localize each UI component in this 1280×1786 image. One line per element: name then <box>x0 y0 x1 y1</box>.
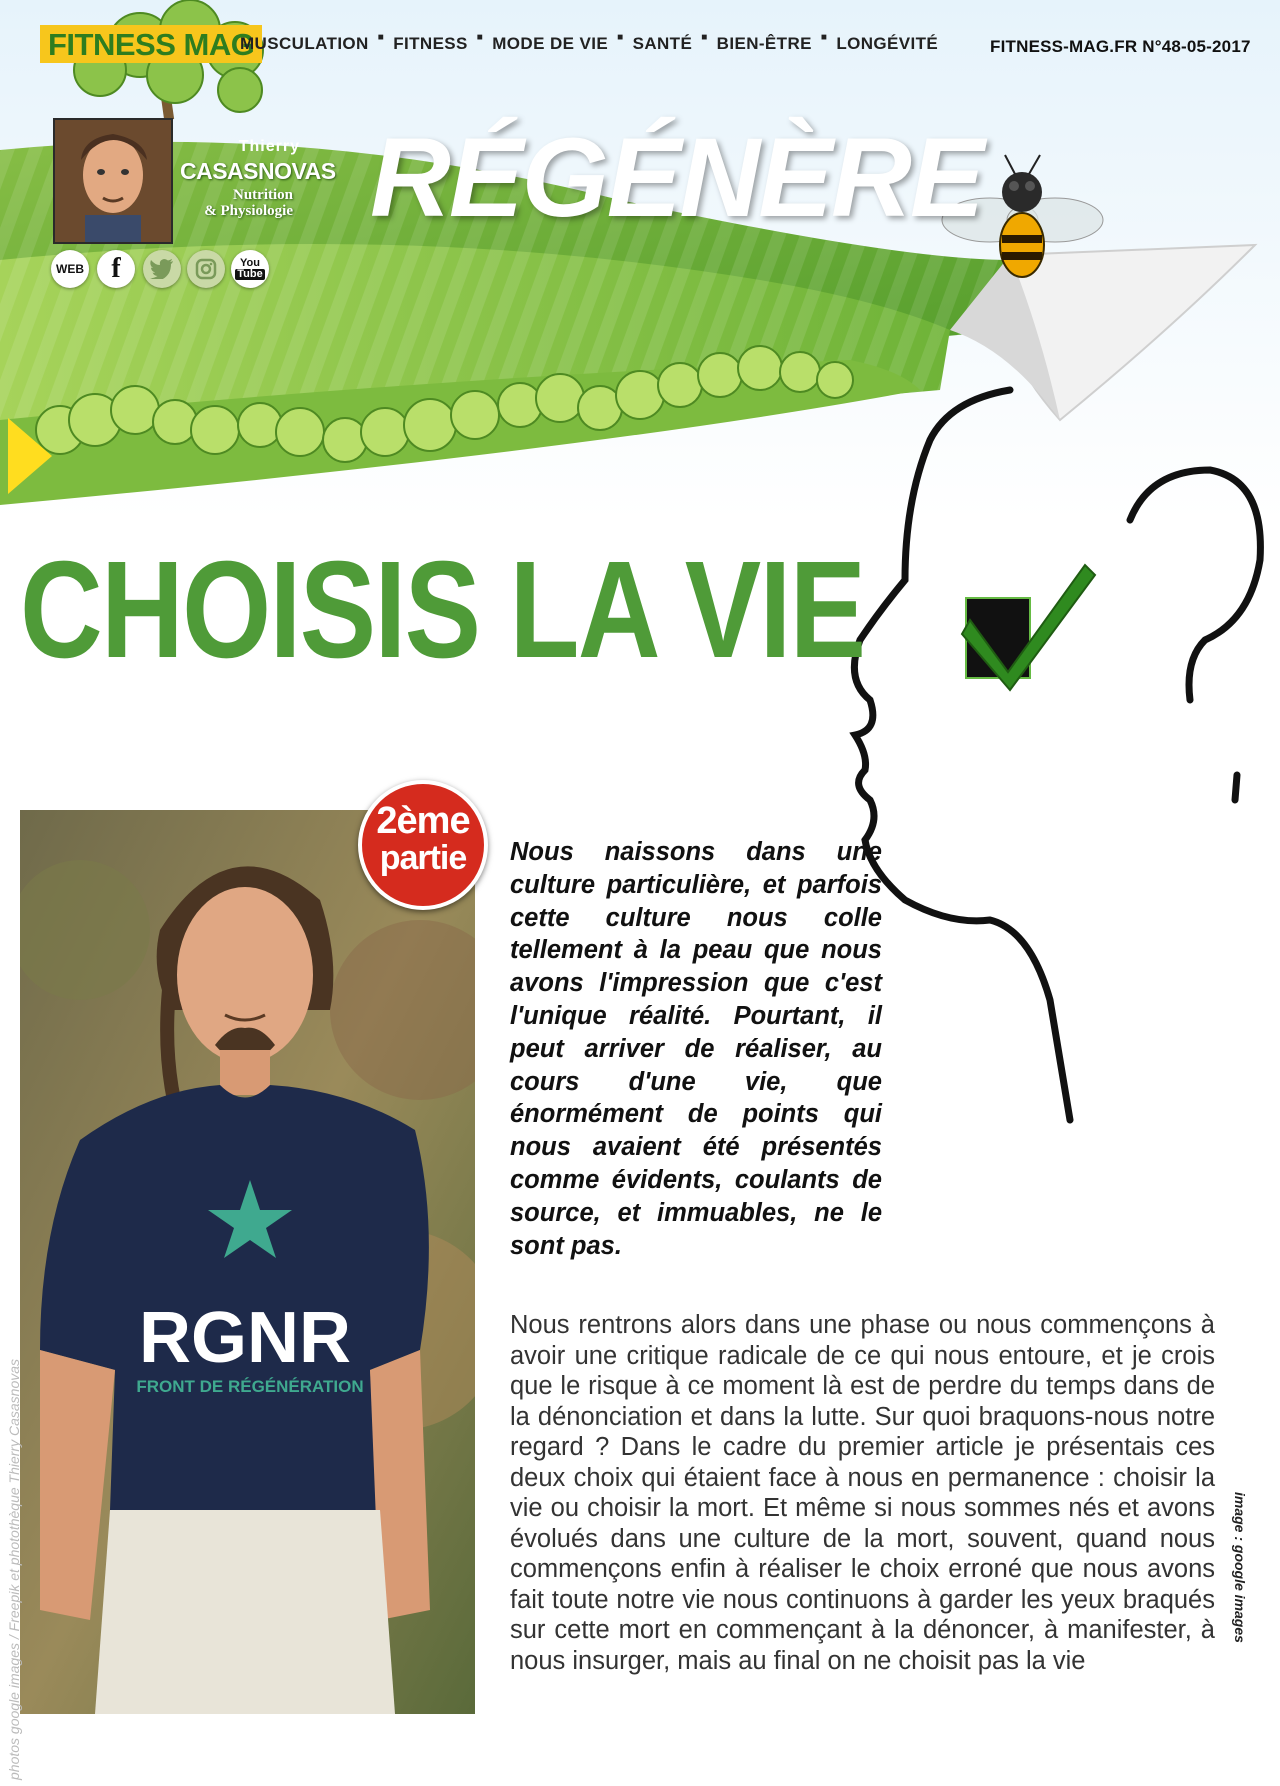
author-role-line1: Nutrition <box>233 187 293 203</box>
part-badge <box>358 780 488 910</box>
badge-line2: partie <box>379 839 467 877</box>
twitter-icon[interactable] <box>143 250 181 288</box>
nav-separator: ■ <box>617 32 624 43</box>
shirt-caption: FRONT DE RÉGÉNÉRATION <box>136 1377 364 1396</box>
issue-number: FITNESS-MAG.FR N°48-05-2017 <box>990 37 1251 56</box>
article-body: Nous rentrons alors dans une phase ou nous commençons à avoir une critique radicale de ce qui nous entoure, et je crois que le risque à ce moment là est de perdre du temps dans de la dénonciation et dans la lutte. Sur quoi braquons-nous notre regard ? Dans le cadre du premier article je présentais ces deux choix qui étaient face à nous en permanence : choisir la vie ou choisir la mort. Et même si nous sommes nés et avons évolués dans une culture de la mort, souvent, quand nous commençons enfin à réaliser le choix erroné que nous avons fait toute notre vie nous continuons à garder les yeux braqués sur cette mort en commençant à la dénoncer, à manifester, à nous insurger, mais au final on ne choisit pas la vie <box>510 1311 1215 1675</box>
facebook-icon[interactable]: f <box>97 250 135 288</box>
shirt-logo: RGNR <box>139 1298 351 1378</box>
nav-item-bien-etre[interactable]: BIEN-ÊTRE <box>716 34 812 53</box>
author-first-name: Thierry <box>238 138 300 155</box>
section-title: RÉGÉNÈRE <box>370 115 983 240</box>
nav-item-mode-de-vie[interactable]: MODE DE VIE <box>492 34 609 53</box>
author-last-name: CASASNOVAS <box>180 158 336 184</box>
article-intro: Nous naissons dans une culture particulière, et parfois cette culture nous colle tellement à la peau que nous avons l'impression que c'est l'unique réalité. Pourtant, il peut arriver de réaliser, au cours d'une vie, que énormément de points qui nous avaient été présentés comme évidents, coulants de source, et immuables, ne le sont pas. <box>510 838 882 1260</box>
nav-item-musculation[interactable]: MUSCULATION <box>240 34 369 53</box>
web-label: WEB <box>56 262 84 276</box>
nav-item-sante[interactable]: SANTÉ <box>632 34 693 53</box>
article-headline: CHOISIS LA VIE <box>20 533 865 687</box>
nav-separator: ■ <box>701 32 708 43</box>
photo-credit-left: photos google images / Freepik et photothèque Thierry Casasnovas <box>6 1358 22 1780</box>
author-role-line2: & Physiologie <box>204 203 293 219</box>
web-link-button[interactable] <box>51 250 89 288</box>
brand-logo[interactable]: FITNESS MAG <box>40 25 262 63</box>
nav-item-longevite[interactable]: LONGÉVITÉ <box>836 34 939 53</box>
main-nav <box>240 34 938 54</box>
nav-item-fitness[interactable]: FITNESS <box>393 34 468 53</box>
nav-separator: ■ <box>476 32 484 43</box>
badge-line1: 2ème <box>376 800 470 842</box>
author-photo <box>20 810 475 1714</box>
nav-separator: ■ <box>820 32 828 43</box>
instagram-icon[interactable] <box>187 250 225 288</box>
author-portrait <box>53 118 173 244</box>
image-credit-right: image : google images <box>1232 1492 1248 1643</box>
youtube-icon[interactable]: You Tube <box>231 250 269 288</box>
nav-separator: ■ <box>377 32 385 43</box>
